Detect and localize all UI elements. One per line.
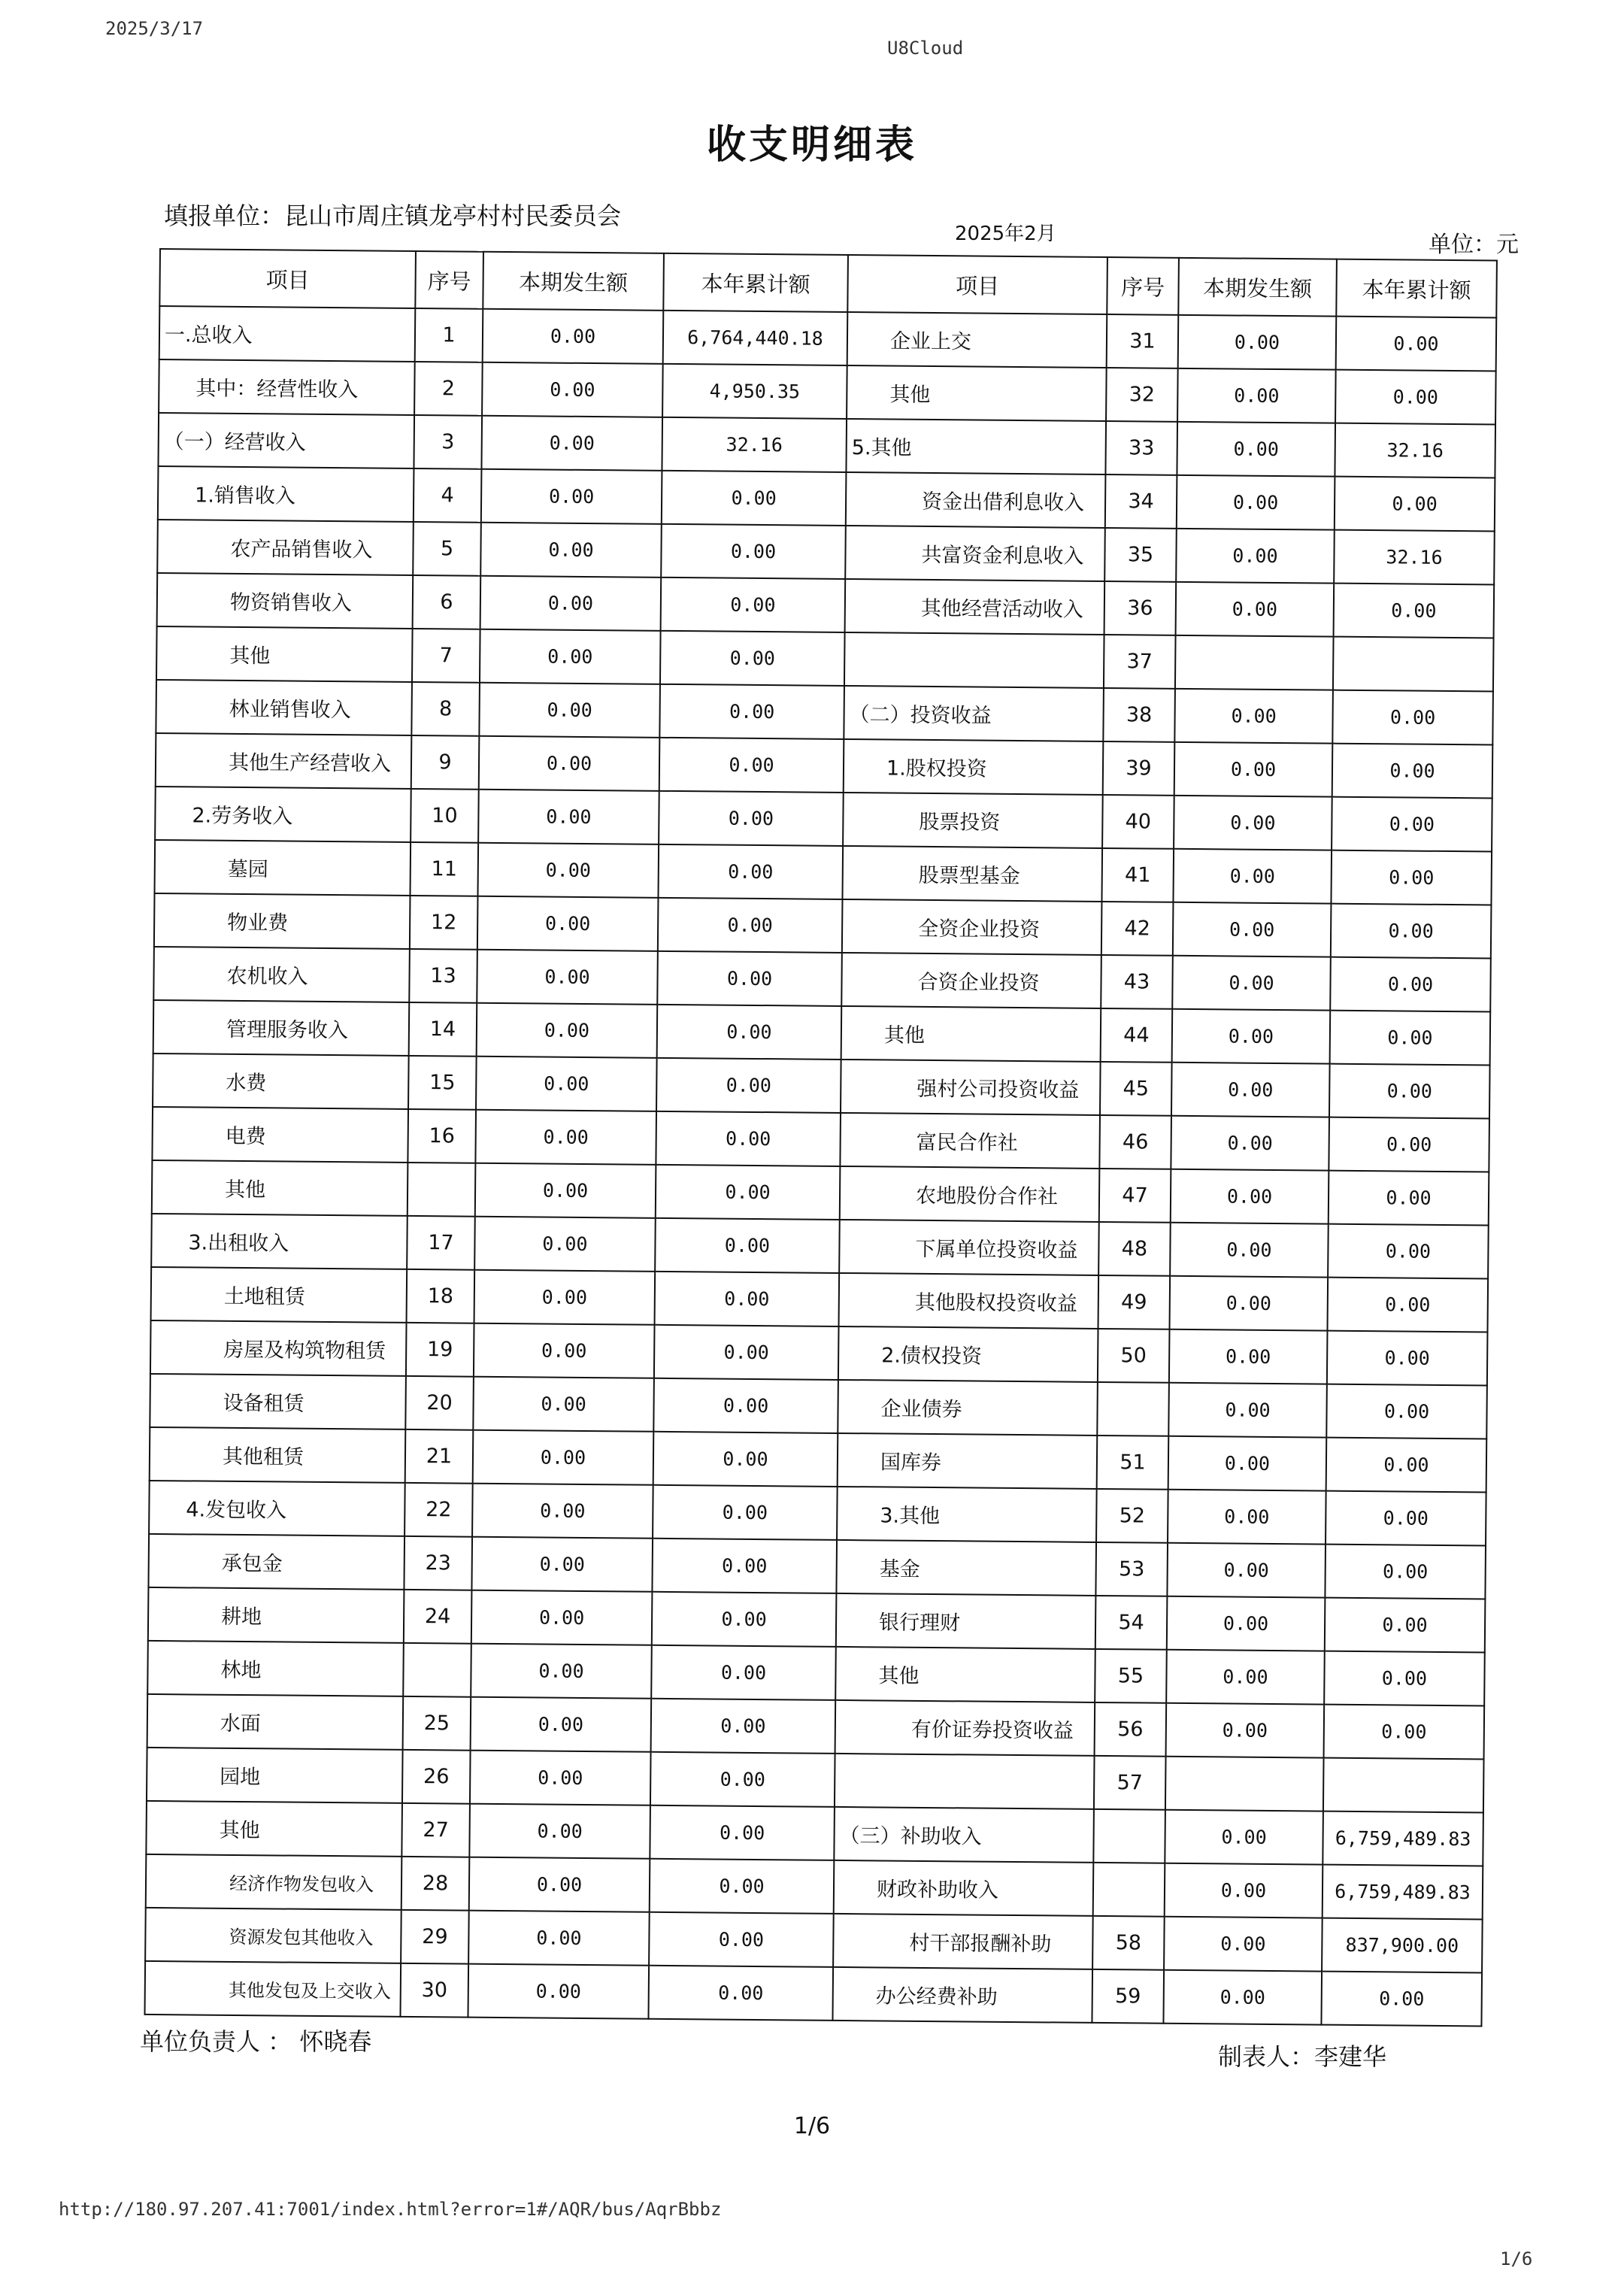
ytd-amount-cell: 0.00 — [654, 1325, 839, 1380]
seq-cell: 40 — [1102, 795, 1174, 849]
current-amount-cell: 0.00 — [1166, 1650, 1325, 1705]
current-amount-cell: 0.00 — [480, 629, 661, 684]
ytd-amount-cell: 0.00 — [1326, 1491, 1486, 1546]
item-cell: 其他 — [146, 1801, 402, 1857]
ytd-amount-cell: 0.00 — [652, 1592, 837, 1647]
current-amount-cell: 0.00 — [1169, 1329, 1328, 1384]
item-cell: 有价证券投资收益 — [835, 1700, 1095, 1756]
current-amount-cell: 0.00 — [471, 1537, 653, 1592]
item-cell: 国库券 — [838, 1433, 1098, 1489]
current-amount-cell: 0.00 — [482, 362, 663, 417]
item-cell: 电费 — [152, 1107, 408, 1163]
current-amount-cell: 0.00 — [1163, 1970, 1322, 2025]
current-amount-cell: 0.00 — [481, 469, 662, 524]
current-amount-cell: 0.00 — [477, 1003, 658, 1058]
seq-cell: 30 — [400, 1963, 468, 2018]
ytd-amount-cell: 0.00 — [656, 1165, 841, 1220]
seq-cell: 51 — [1097, 1436, 1169, 1490]
item-cell: 承包金 — [148, 1534, 404, 1590]
seq-cell: 29 — [401, 1910, 469, 1964]
current-amount-cell: 0.00 — [480, 576, 662, 631]
seq-cell: 23 — [404, 1536, 472, 1590]
seq-cell: 47 — [1099, 1169, 1171, 1223]
seq-cell: 10 — [411, 789, 479, 843]
page-number-corner: 1/6 — [1500, 2248, 1533, 2269]
current-amount-cell: 0.00 — [477, 950, 658, 1005]
item-cell: 1.销售收入 — [158, 466, 414, 522]
seq-cell: 4 — [414, 468, 482, 523]
seq-cell: 3 — [414, 415, 482, 469]
current-amount-cell: 0.00 — [1168, 1490, 1326, 1545]
current-amount-cell: 0.00 — [474, 1217, 656, 1272]
item-cell: 强村公司投资收益 — [841, 1060, 1101, 1115]
ytd-amount-cell: 0.00 — [1332, 744, 1493, 799]
seq-cell: 6 — [413, 575, 481, 629]
current-amount-cell: 0.00 — [1172, 956, 1331, 1011]
item-cell: 全资企业投资 — [842, 899, 1102, 955]
column-header: 本期发生额 — [1178, 258, 1337, 317]
ytd-amount-cell: 0.00 — [657, 1005, 842, 1060]
ytd-amount-cell: 0.00 — [1329, 1117, 1489, 1172]
ytd-amount-cell: 0.00 — [1325, 1598, 1486, 1653]
ytd-amount-cell: 0.00 — [1327, 1278, 1488, 1332]
item-cell: 银行理财 — [836, 1593, 1096, 1649]
seq-cell: 48 — [1098, 1222, 1171, 1276]
current-amount-cell: 0.00 — [479, 736, 660, 791]
ytd-amount-cell: 0.00 — [659, 791, 844, 846]
item-cell: 股票投资 — [843, 793, 1103, 848]
current-amount-cell: 0.00 — [1176, 582, 1335, 637]
current-amount-cell: 0.00 — [1174, 742, 1333, 797]
report-period: 2025年2月 — [955, 223, 1056, 245]
item-cell — [844, 632, 1104, 688]
item-cell: 合资企业投资 — [841, 953, 1101, 1008]
current-amount-cell: 0.00 — [468, 1964, 649, 2019]
ytd-amount-cell: 0.00 — [653, 1432, 838, 1487]
item-cell: 农产品销售收入 — [157, 520, 414, 575]
item-cell: 墓园 — [155, 840, 411, 896]
current-amount-cell: 0.00 — [1171, 1063, 1330, 1117]
item-cell: 其他租赁 — [150, 1427, 406, 1483]
ytd-amount-cell: 0.00 — [656, 1058, 841, 1113]
current-amount-cell: 0.00 — [1173, 849, 1332, 904]
seq-cell: 9 — [411, 735, 480, 790]
current-amount-cell: 0.00 — [1173, 902, 1332, 957]
seq-cell: 2 — [414, 362, 483, 416]
item-cell: 其他经营活动收入 — [845, 579, 1105, 635]
ytd-amount-cell: 0.00 — [653, 1485, 838, 1540]
item-cell: 5.其他 — [846, 419, 1106, 474]
current-amount-cell: 0.00 — [1177, 368, 1336, 423]
current-amount-cell: 0.00 — [1172, 1009, 1331, 1064]
current-amount-cell: 0.00 — [483, 309, 664, 364]
ytd-amount-cell: 0.00 — [651, 1645, 836, 1700]
current-amount-cell: 0.00 — [1176, 529, 1335, 584]
current-amount-cell: 0.00 — [473, 1377, 654, 1432]
ytd-amount-cell: 0.00 — [1330, 957, 1491, 1012]
seq-cell: 37 — [1104, 635, 1176, 689]
ytd-amount-cell: 32.16 — [1335, 423, 1495, 478]
seq-cell: 27 — [401, 1803, 470, 1857]
seq-cell: 25 — [403, 1696, 471, 1751]
item-cell: 资金出借利息收入 — [846, 472, 1106, 528]
item-cell: 园地 — [147, 1748, 403, 1803]
current-amount-cell: 0.00 — [1165, 1863, 1323, 1918]
item-cell: 村干部报酬补助 — [833, 1914, 1093, 1969]
current-amount-cell: 0.00 — [474, 1323, 655, 1378]
reporting-unit: 填报单位：昆山市周庄镇龙亭村村民委员会 — [164, 202, 622, 230]
current-amount-cell: 0.00 — [472, 1484, 653, 1539]
item-cell: 富民合作社 — [840, 1113, 1100, 1169]
current-amount-cell: 0.00 — [1174, 689, 1333, 744]
item-cell: （三）补助收入 — [834, 1807, 1094, 1863]
seq-cell: 15 — [408, 1056, 477, 1110]
item-cell: 其他发包及上交收入 — [145, 1961, 401, 2017]
ytd-amount-cell: 0.00 — [658, 898, 843, 953]
item-cell: 其他股权投资收益 — [839, 1273, 1099, 1329]
ytd-amount-cell: 0.00 — [652, 1539, 837, 1593]
ytd-amount-cell: 0.00 — [661, 578, 846, 632]
seq-cell: 54 — [1095, 1596, 1168, 1650]
current-amount-cell: 0.00 — [1177, 475, 1335, 530]
ytd-amount-cell: 0.00 — [656, 1111, 841, 1166]
ytd-amount-cell: 0.00 — [650, 1752, 835, 1807]
item-cell: 物业费 — [154, 893, 411, 949]
current-amount-cell: 0.00 — [475, 1110, 656, 1165]
item-cell: 其他生产经营收入 — [156, 733, 412, 789]
seq-cell: 21 — [405, 1429, 474, 1484]
current-amount-cell — [1175, 635, 1334, 690]
seq-cell — [1097, 1382, 1169, 1436]
item-cell: 2.劳务收入 — [155, 787, 411, 842]
current-amount-cell: 0.00 — [1165, 1810, 1323, 1865]
item-cell: 其中：经营性收入 — [159, 359, 415, 415]
seq-cell: 13 — [409, 949, 477, 1003]
current-amount-cell: 0.00 — [1171, 1116, 1329, 1171]
current-amount-cell: 0.00 — [1177, 422, 1335, 477]
seq-cell: 59 — [1092, 1969, 1164, 2024]
ytd-amount-cell: 0.00 — [661, 524, 846, 579]
ytd-amount-cell: 0.00 — [1331, 904, 1492, 959]
current-amount-cell: 0.00 — [470, 1751, 651, 1805]
ytd-amount-cell: 6,759,489.83 — [1323, 1865, 1483, 1920]
current-amount-cell: 0.00 — [1178, 315, 1337, 370]
item-cell: 3.出租收入 — [151, 1214, 408, 1269]
seq-cell: 32 — [1106, 368, 1178, 422]
seq-cell — [1093, 1809, 1165, 1863]
seq-cell: 5 — [413, 522, 481, 576]
column-header: 项目 — [159, 249, 416, 308]
app-name: U8Cloud — [887, 38, 964, 59]
ytd-amount-cell: 0.00 — [1334, 584, 1495, 638]
ytd-amount-cell: 0.00 — [657, 951, 842, 1006]
income-detail-table — [144, 248, 1497, 2027]
seq-cell: 12 — [410, 896, 478, 950]
print-date: 2025/3/17 — [105, 18, 204, 39]
ytd-amount-cell: 6,759,489.83 — [1323, 1811, 1483, 1866]
seq-cell: 46 — [1099, 1115, 1171, 1169]
item-cell: 管理服务收入 — [153, 1000, 410, 1056]
item-cell: 农机收入 — [153, 947, 410, 1002]
column-header: 序号 — [415, 251, 483, 309]
seq-cell: 20 — [405, 1376, 474, 1430]
current-amount-cell: 0.00 — [1167, 1543, 1326, 1598]
column-header: 序号 — [1107, 257, 1179, 315]
current-amount-cell: 0.00 — [477, 843, 659, 898]
ytd-amount-cell: 0.00 — [1330, 1011, 1491, 1066]
item-cell: 经济作物发包收入 — [146, 1854, 402, 1910]
ytd-amount-cell: 0.00 — [1325, 1545, 1486, 1599]
current-amount-cell: 0.00 — [1170, 1223, 1329, 1278]
ytd-amount-cell — [1333, 637, 1494, 692]
ytd-amount-cell: 0.00 — [1332, 797, 1492, 852]
item-cell: 办公经费补助 — [832, 1967, 1092, 2023]
seq-cell: 36 — [1104, 581, 1177, 635]
item-cell: 其他 — [847, 365, 1107, 421]
seq-cell: 41 — [1101, 848, 1174, 902]
seq-cell: 50 — [1098, 1329, 1170, 1383]
seq-cell: 53 — [1095, 1542, 1168, 1596]
ytd-amount-cell: 0.00 — [1321, 1972, 1482, 2027]
seq-cell: 19 — [406, 1323, 474, 1377]
ytd-amount-cell: 0.00 — [1328, 1224, 1489, 1279]
current-amount-cell: 0.00 — [480, 523, 662, 578]
item-cell: 1.股权投资 — [844, 739, 1104, 795]
seq-cell: 22 — [404, 1483, 473, 1537]
ytd-amount-cell: 0.00 — [659, 738, 844, 793]
item-cell: 股票型基金 — [842, 846, 1102, 902]
current-amount-cell: 0.00 — [474, 1270, 656, 1325]
item-cell: 房屋及构筑物租赁 — [150, 1320, 407, 1376]
seq-cell: 56 — [1095, 1702, 1167, 1757]
current-amount-cell: 0.00 — [476, 1057, 657, 1111]
current-amount-cell: 0.00 — [471, 1644, 652, 1699]
current-amount-cell: 0.00 — [1171, 1169, 1329, 1224]
ytd-amount-cell: 0.00 — [655, 1218, 840, 1273]
item-cell: （一）经营收入 — [158, 413, 414, 468]
currency-unit: 单位：元 — [1429, 232, 1519, 258]
ytd-amount-cell: 32.16 — [662, 417, 847, 472]
column-header: 本年累计额 — [663, 253, 848, 312]
item-cell: 设备租赁 — [150, 1374, 406, 1429]
current-amount-cell: 0.00 — [479, 683, 660, 738]
ytd-amount-cell: 0.00 — [659, 684, 844, 739]
seq-cell: 39 — [1103, 741, 1175, 796]
seq-cell: 26 — [402, 1750, 471, 1804]
current-amount-cell: 0.00 — [468, 1911, 650, 1966]
column-header: 项目 — [847, 255, 1107, 314]
item-cell: 其他 — [152, 1160, 408, 1216]
ytd-amount-cell: 0.00 — [1335, 370, 1496, 425]
item-cell: 其他 — [835, 1647, 1095, 1702]
ytd-amount-cell: 32.16 — [1334, 530, 1495, 585]
ytd-amount-cell: 837,900.00 — [1322, 1918, 1483, 1973]
ytd-amount-cell: 0.00 — [648, 1966, 833, 2021]
seq-cell: 16 — [408, 1109, 476, 1163]
ytd-amount-cell: 0.00 — [1329, 1064, 1490, 1119]
unit-leader: 单位负责人 ： 怀晓春 — [140, 2027, 372, 2056]
table-row — [145, 1961, 1483, 2027]
item-cell: 下属单位投资收益 — [839, 1220, 1099, 1275]
current-amount-cell: 0.00 — [471, 1590, 653, 1645]
ytd-amount-cell: 0.00 — [649, 1912, 834, 1967]
seq-cell: 55 — [1095, 1649, 1167, 1703]
seq-cell: 17 — [407, 1216, 475, 1270]
item-cell: 2.债权投资 — [838, 1326, 1098, 1382]
seq-cell: 57 — [1094, 1756, 1166, 1810]
seq-cell: 44 — [1101, 1008, 1173, 1063]
current-amount-cell: 0.00 — [1166, 1703, 1325, 1758]
ytd-amount-cell: 0.00 — [658, 844, 843, 899]
ytd-amount-cell: 6,764,440.18 — [663, 311, 848, 365]
ytd-amount-cell: 0.00 — [1335, 477, 1495, 532]
item-cell: 水费 — [153, 1054, 409, 1109]
column-header: 本年累计额 — [1336, 259, 1497, 318]
item-cell: 其他 — [156, 626, 413, 682]
item-cell: 物资销售收入 — [157, 573, 414, 629]
page-number: 1/6 — [793, 2113, 831, 2139]
item-cell: 财政补助收入 — [834, 1860, 1094, 1916]
seq-cell: 11 — [410, 842, 478, 896]
item-cell: 一.总收入 — [159, 306, 416, 362]
ytd-amount-cell: 0.00 — [1329, 1171, 1489, 1226]
column-header: 本期发生额 — [483, 252, 664, 311]
current-amount-cell: 0.00 — [1170, 1276, 1329, 1331]
current-amount-cell: 0.00 — [469, 1804, 650, 1859]
seq-cell: 7 — [412, 629, 480, 683]
seq-cell: 42 — [1101, 902, 1174, 956]
seq-cell: 45 — [1100, 1062, 1172, 1116]
item-cell — [835, 1754, 1095, 1809]
seq-cell: 35 — [1104, 528, 1177, 582]
ytd-amount-cell: 4,950.35 — [662, 364, 847, 419]
ytd-amount-cell: 0.00 — [1326, 1384, 1487, 1439]
ytd-amount-cell: 0.00 — [650, 1805, 835, 1860]
current-amount-cell: 0.00 — [1167, 1596, 1326, 1651]
item-cell: 土地租赁 — [151, 1267, 408, 1323]
seq-cell: 14 — [409, 1002, 477, 1057]
ytd-amount-cell: 0.00 — [1331, 850, 1492, 905]
seq-cell: 33 — [1105, 421, 1177, 475]
seq-cell: 31 — [1107, 314, 1179, 368]
seq-cell: 34 — [1105, 474, 1177, 529]
ytd-amount-cell: 0.00 — [1332, 690, 1493, 745]
seq-cell: 1 — [415, 308, 483, 362]
ytd-amount-cell: 0.00 — [1326, 1438, 1487, 1493]
current-amount-cell: 0.00 — [471, 1697, 652, 1752]
current-amount-cell: 0.00 — [478, 790, 659, 844]
ytd-amount-cell: 0.00 — [655, 1272, 840, 1326]
item-cell: （二）投资收益 — [844, 686, 1104, 741]
ytd-amount-cell: 0.00 — [1324, 1651, 1485, 1706]
current-amount-cell: 0.00 — [1168, 1436, 1327, 1491]
ytd-amount-cell: 0.00 — [662, 471, 847, 526]
item-cell: 企业上交 — [847, 312, 1107, 368]
ytd-amount-cell — [1323, 1758, 1484, 1813]
item-cell: 3.其他 — [837, 1487, 1097, 1542]
page-url: http://180.97.207.41:7001/index.html?error=1#/AQR/bus/AqrBbbz — [59, 2199, 722, 2220]
seq-cell: 18 — [407, 1269, 475, 1323]
ytd-amount-cell: 0.00 — [653, 1378, 838, 1433]
seq-cell: 28 — [401, 1857, 470, 1911]
item-cell: 企业债券 — [838, 1380, 1098, 1436]
seq-cell: 8 — [411, 682, 480, 736]
current-amount-cell: 0.00 — [475, 1163, 656, 1218]
current-amount-cell: 0.00 — [473, 1430, 654, 1485]
seq-cell — [408, 1163, 476, 1217]
item-cell: 林业销售收入 — [156, 680, 412, 735]
preparer: 制表人：李建华 — [1218, 2042, 1387, 2071]
current-amount-cell: 0.00 — [481, 416, 662, 471]
ytd-amount-cell: 0.00 — [1327, 1331, 1488, 1386]
ytd-amount-cell: 0.00 — [1324, 1705, 1485, 1760]
seq-cell: 58 — [1092, 1916, 1165, 1970]
ytd-amount-cell: 0.00 — [1336, 317, 1497, 371]
seq-cell: 38 — [1103, 688, 1175, 742]
seq-cell: 52 — [1096, 1489, 1168, 1543]
current-amount-cell: 0.00 — [1164, 1917, 1323, 1972]
item-cell: 共富资金利息收入 — [845, 526, 1105, 581]
report-title: 收支明细表 — [706, 123, 917, 168]
seq-cell: 24 — [404, 1590, 472, 1644]
ytd-amount-cell: 0.00 — [660, 631, 845, 686]
item-cell: 资源发包其他收入 — [145, 1908, 401, 1963]
seq-cell: 43 — [1101, 955, 1173, 1009]
item-cell: 耕地 — [148, 1587, 404, 1643]
current-amount-cell: 0.00 — [1174, 796, 1332, 850]
current-amount-cell: 0.00 — [477, 896, 659, 951]
item-cell: 其他 — [841, 1006, 1101, 1062]
current-amount-cell — [1165, 1757, 1324, 1811]
current-amount-cell: 0.00 — [469, 1857, 650, 1912]
item-cell: 水面 — [147, 1694, 404, 1750]
seq-cell — [1093, 1863, 1165, 1917]
item-cell: 基金 — [836, 1540, 1096, 1596]
ytd-amount-cell: 0.00 — [651, 1699, 836, 1754]
current-amount-cell: 0.00 — [1168, 1383, 1327, 1438]
seq-cell — [403, 1643, 471, 1697]
ytd-amount-cell: 0.00 — [650, 1859, 835, 1914]
item-cell: 林地 — [147, 1641, 404, 1696]
seq-cell: 49 — [1098, 1275, 1171, 1329]
item-cell: 农地股份合作社 — [840, 1166, 1100, 1222]
item-cell: 4.发包收入 — [149, 1481, 405, 1536]
